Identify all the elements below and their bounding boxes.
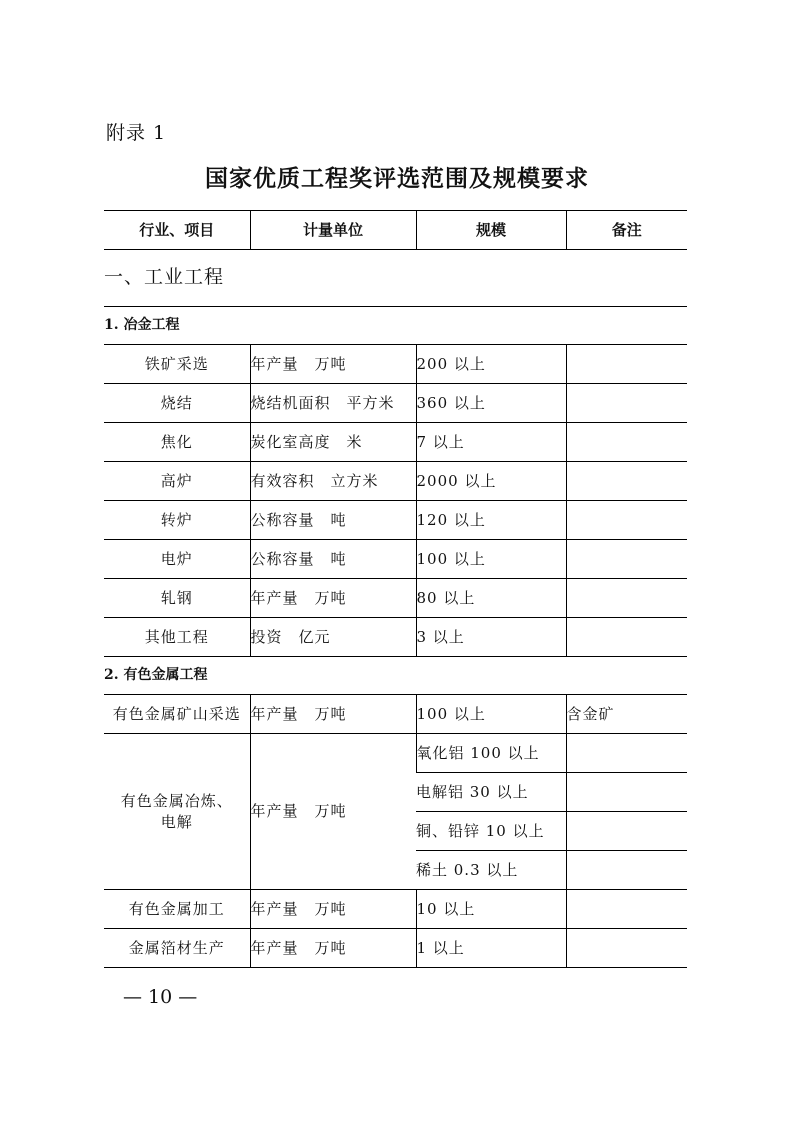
- table-row: [104, 618, 687, 657]
- cell-note: 含金矿: [566, 695, 687, 734]
- cell-unit: 烧结机面积 平方米: [250, 384, 416, 423]
- cell-unit: 年产量 万吨: [250, 929, 416, 968]
- cell-item: 有色金属加工: [104, 890, 250, 929]
- cell-item: 铁矿采选: [104, 345, 250, 384]
- cell-unit: 年产量 万吨: [250, 734, 416, 890]
- cell-unit: 投资 亿元: [250, 618, 416, 657]
- subsection-row: [104, 307, 687, 345]
- cell-item: 烧结: [104, 384, 250, 423]
- cell-item: 转炉: [104, 501, 250, 540]
- header-scale: 规模: [416, 211, 566, 250]
- cell-note: [566, 890, 687, 929]
- header-note: 备注: [566, 211, 687, 250]
- cell-scale: 稀土 0.3 以上: [416, 851, 566, 890]
- cell-note: [566, 384, 687, 423]
- table-row: [104, 345, 687, 384]
- cell-unit: 年产量 万吨: [250, 579, 416, 618]
- cell-item: 轧钢: [104, 579, 250, 618]
- cell-note: [566, 618, 687, 657]
- cell-note: [566, 501, 687, 540]
- cell-note: [566, 462, 687, 501]
- cell-item: 其他工程: [104, 618, 250, 657]
- cell-item: 金属箔材生产: [104, 929, 250, 968]
- cell-note: [566, 773, 687, 812]
- cell-item-smelting: [104, 734, 250, 890]
- cell-scale: 10 以上: [416, 890, 566, 929]
- table-row: [104, 579, 687, 618]
- cell-scale: 铜、铅锌 10 以上: [416, 812, 566, 851]
- table-header-row: [104, 211, 687, 250]
- header-item: 行业、项目: [104, 211, 250, 250]
- subsection-row: [104, 657, 687, 695]
- cell-scale: 200 以上: [416, 345, 566, 384]
- table-row: [104, 890, 687, 929]
- cell-note: [566, 734, 687, 773]
- table-row: [104, 384, 687, 423]
- cell-unit: 公称容量 吨: [250, 540, 416, 579]
- table-row: [104, 462, 687, 501]
- cell-unit: 年产量 万吨: [250, 695, 416, 734]
- table-row: [104, 423, 687, 462]
- cell-note: [566, 540, 687, 579]
- page-title: 国家优质工程奖评选范围及规模要求: [205, 165, 589, 192]
- cell-item-line: 电解: [160, 812, 193, 831]
- cell-scale: 100 以上: [416, 695, 566, 734]
- cell-note: [566, 345, 687, 384]
- scale-requirements-table: [104, 210, 687, 968]
- cell-unit: 公称容量 吨: [250, 501, 416, 540]
- table-row: [104, 695, 687, 734]
- cell-scale: 360 以上: [416, 384, 566, 423]
- table-row: [104, 540, 687, 579]
- appendix-label: 附录 1: [106, 122, 167, 144]
- section-row: [104, 250, 687, 307]
- cell-unit: 年产量 万吨: [250, 890, 416, 929]
- cell-note: [566, 851, 687, 890]
- cell-note: [566, 929, 687, 968]
- subsection-nonferrous: 2. 有色金属工程: [104, 657, 687, 695]
- cell-item: 有色金属矿山采选: [104, 695, 250, 734]
- cell-unit: 有效容积 立方米: [250, 462, 416, 501]
- cell-scale: 电解铝 30 以上: [416, 773, 566, 812]
- page-number: — 10 —: [123, 986, 198, 1008]
- cell-scale: 3 以上: [416, 618, 566, 657]
- cell-unit: 炭化室高度 米: [250, 423, 416, 462]
- section-title: 一、工业工程: [104, 250, 687, 307]
- header-unit: 计量单位: [250, 211, 416, 250]
- cell-scale: 氧化铝 100 以上: [416, 734, 566, 773]
- cell-note: [566, 579, 687, 618]
- cell-note: [566, 812, 687, 851]
- table-row: [104, 734, 687, 773]
- cell-note: [566, 423, 687, 462]
- cell-item: 焦化: [104, 423, 250, 462]
- cell-unit: 年产量 万吨: [250, 345, 416, 384]
- cell-scale: 7 以上: [416, 423, 566, 462]
- cell-scale: 80 以上: [416, 579, 566, 618]
- cell-item: 高炉: [104, 462, 250, 501]
- cell-scale: 100 以上: [416, 540, 566, 579]
- table-row: [104, 501, 687, 540]
- table-row: [104, 929, 687, 968]
- cell-scale: 1 以上: [416, 929, 566, 968]
- cell-item: 电炉: [104, 540, 250, 579]
- cell-item-line: 有色金属冶炼、: [120, 792, 233, 811]
- cell-scale: 2000 以上: [416, 462, 566, 501]
- cell-scale: 120 以上: [416, 501, 566, 540]
- subsection-metallurgy: 1. 冶金工程: [104, 307, 687, 345]
